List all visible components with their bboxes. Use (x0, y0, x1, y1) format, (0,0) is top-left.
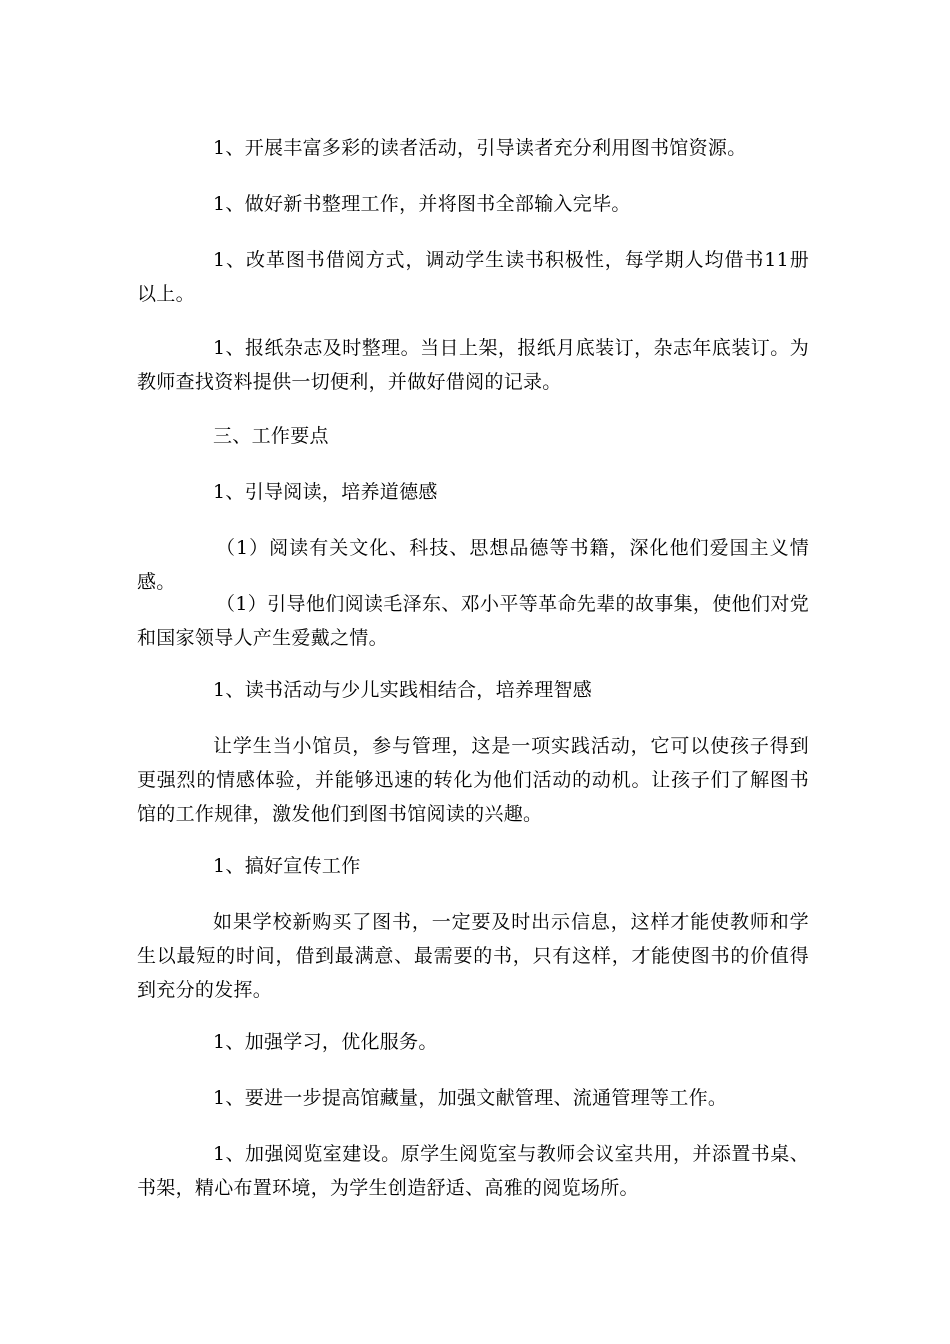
paragraph-reading-room: 1、加强阅览室建设。原学生阅览室与教师会议室共用，并添置书桌、书架，精心布置环境，为学生创造舒适、高雅的阅览场所。 (137, 1143, 809, 1199)
paragraph-guide-reading: 1、引导阅读，培养道德感 (213, 481, 438, 503)
paragraph-lending-reform: 1、改革图书借阅方式，调动学生读书积极性，每学期人均借书11册以上。 (137, 249, 809, 305)
paragraph-student-librarian: 让学生当小馆员，参与管理，这是一项实践活动，它可以使孩子得到更强烈的情感体验，并能够迅速的转化为他们活动的动机。让孩子们了解图书馆的工作规律，激发他们到图书馆阅读的兴趣。 (137, 735, 809, 825)
paragraph-reading-practice: 1、读书活动与少儿实践相结合，培养理智感 (213, 679, 593, 701)
paragraph-sub-item-2: （1）引导他们阅读毛泽东、邓小平等革命先辈的故事集，使他们对党和国家领导人产生爱戴之情。 (137, 593, 809, 649)
paragraph-new-purchases: 如果学校新购买了图书，一定要及时出示信息，这样才能使教师和学生以最短的时间，借到最满意、最需要的书，只有这样，才能使图书的价值得到充分的发挥。 (137, 911, 809, 1001)
paragraph-sub-item-1: （1）阅读有关文化、科技、思想品德等书籍，深化他们爱国主义情感。 (137, 537, 809, 593)
paragraph-new-books: 1、做好新书整理工作，并将图书全部输入完毕。 (213, 193, 631, 215)
paragraph-newspapers: 1、报纸杂志及时整理。当日上架，报纸月底装订，杂志年底装订。为教师查找资料提供一切便利，并做好借阅的记录。 (137, 337, 809, 393)
paragraph-reader-activities: 1、开展丰富多彩的读者活动，引导读者充分利用图书馆资源。 (213, 137, 747, 159)
paragraph-collection: 1、要进一步提高馆藏量，加强文献管理、流通管理等工作。 (213, 1087, 728, 1109)
section-heading-work-points: 三、工作要点 (213, 425, 329, 447)
paragraph-publicity: 1、搞好宣传工作 (213, 855, 361, 877)
paragraph-study-service: 1、加强学习，优化服务。 (213, 1031, 438, 1053)
